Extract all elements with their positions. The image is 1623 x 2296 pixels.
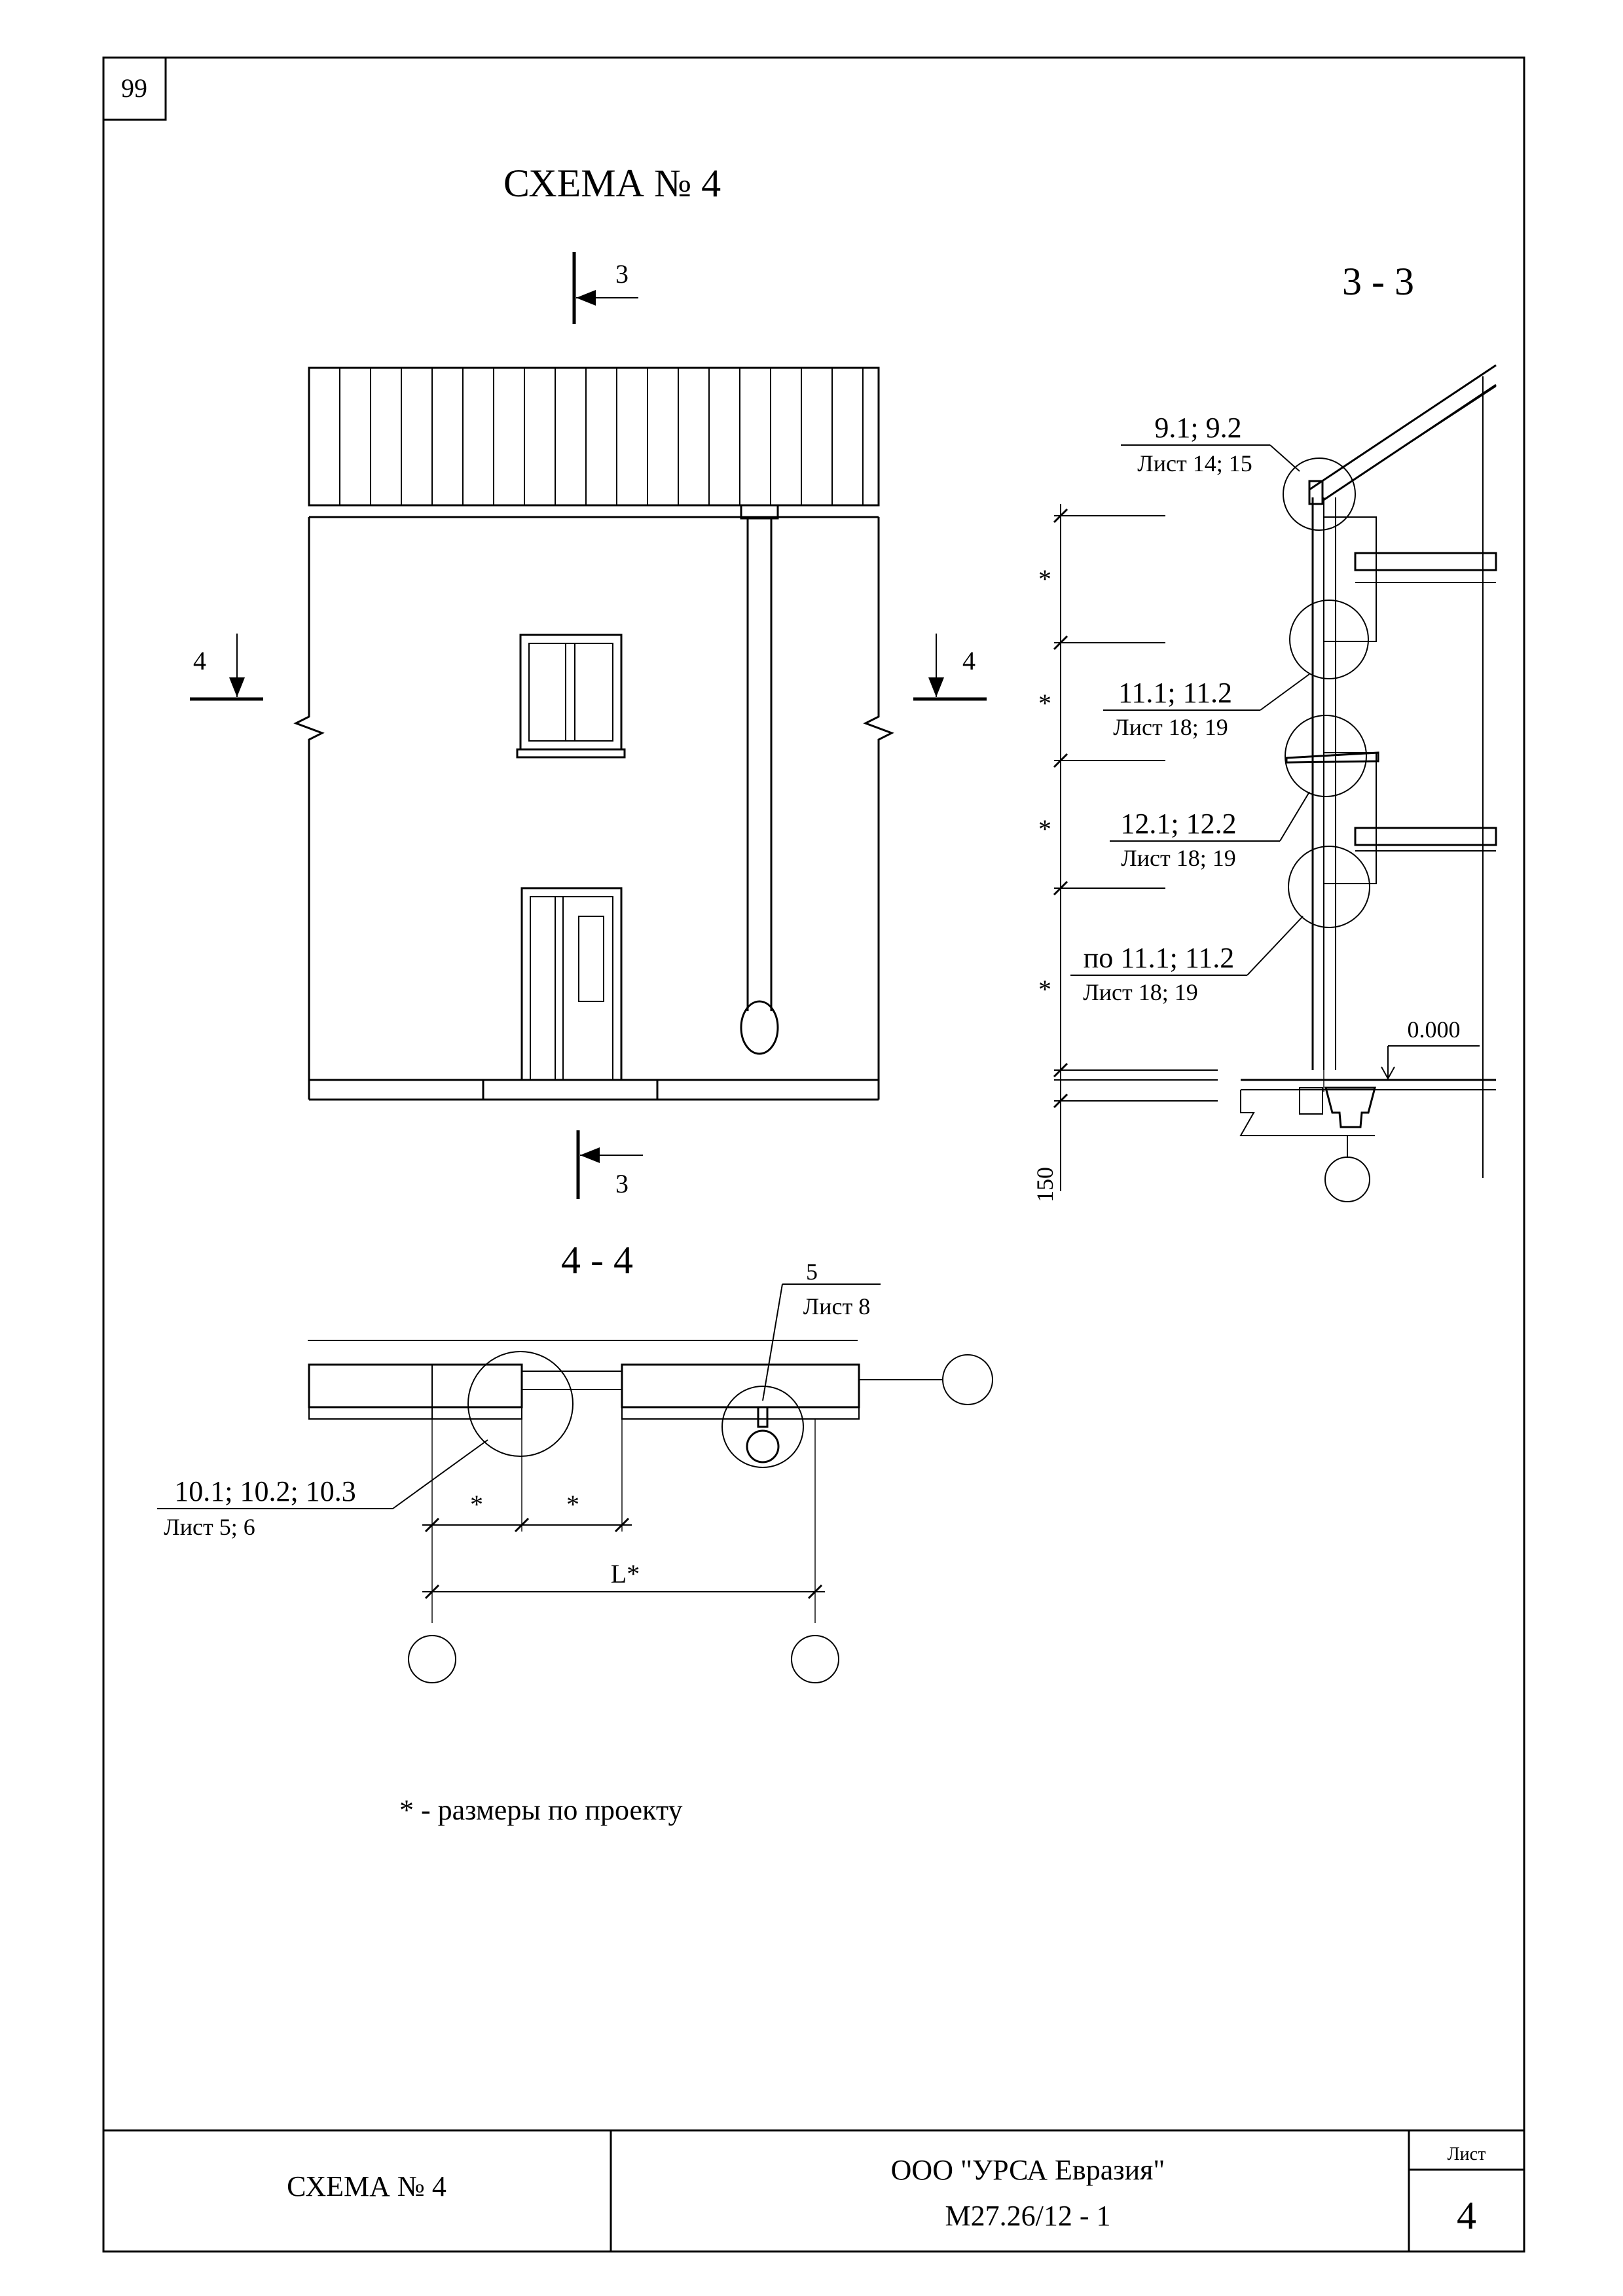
section-marker-top <box>574 252 638 324</box>
window <box>517 635 625 757</box>
facade-elevation <box>296 368 892 1100</box>
svg-text:5: 5 <box>806 1259 818 1285</box>
roof-band <box>309 368 879 505</box>
level-mark <box>1381 1016 1480 1079</box>
svg-text:*: * <box>1038 814 1051 844</box>
svg-text:10.1; 10.2; 10.3: 10.1; 10.2; 10.3 <box>174 1475 356 1507</box>
section-marker-right <box>913 634 987 699</box>
section-marker-left <box>190 634 263 699</box>
callout-9-1 <box>1121 412 1300 476</box>
svg-text:4: 4 <box>193 646 206 675</box>
svg-text:12.1; 12.2: 12.1; 12.2 <box>1120 808 1237 840</box>
dimension-L: L* <box>610 1559 640 1588</box>
svg-text:Лист 5; 6: Лист 5; 6 <box>164 1514 255 1540</box>
svg-text:*: * <box>1038 564 1051 594</box>
scheme-title: СХЕМА № 4 <box>503 162 721 205</box>
page-number: 99 <box>121 73 147 103</box>
dimensions-note: * - размеры по проекту <box>399 1794 683 1826</box>
svg-text:9.1; 9.2: 9.1; 9.2 <box>1154 412 1242 444</box>
svg-text:*: * <box>1038 689 1051 718</box>
svg-text:11.1; 11.2: 11.1; 11.2 <box>1118 677 1232 709</box>
dimension-150: 150 <box>1032 1167 1058 1202</box>
section-3-3-title: 3 - 3 <box>1342 260 1414 303</box>
title-block-sheet-number: 4 <box>1457 2194 1476 2237</box>
svg-text:по 11.1; 11.2: по 11.1; 11.2 <box>1083 942 1235 974</box>
section-4-4-dimensions <box>422 1490 825 1598</box>
svg-text:Лист 18; 19: Лист 18; 19 <box>1083 979 1198 1005</box>
downpipe <box>741 505 778 1054</box>
callout-po-11-1 <box>1070 916 1303 1005</box>
svg-text:Лист 14; 15: Лист 14; 15 <box>1137 450 1252 476</box>
callout-12-1 <box>1110 792 1309 871</box>
title-block-scheme: СХЕМА № 4 <box>287 2170 447 2202</box>
title-block-company: ООО "УРСА Евразия" <box>890 2154 1165 2186</box>
svg-text:Лист 18; 19: Лист 18; 19 <box>1113 714 1228 740</box>
callout-11-1 <box>1103 674 1309 740</box>
svg-text:Лист 8: Лист 8 <box>803 1293 871 1319</box>
title-block-sheet-label: Лист <box>1447 2144 1486 2164</box>
sheet-frame <box>103 58 1524 2251</box>
section-marker-bottom <box>578 1130 643 1199</box>
door <box>522 888 621 1080</box>
section-4-4-drawing <box>308 1340 993 1683</box>
title-block-code: М27.26/12 - 1 <box>945 2200 1111 2232</box>
title-block <box>103 2130 1524 2251</box>
section-3-3-drawing <box>1241 365 1496 1202</box>
svg-text:0.000: 0.000 <box>1407 1016 1461 1043</box>
svg-text:*: * <box>1038 975 1051 1004</box>
svg-text:3: 3 <box>615 259 629 289</box>
svg-text:*: * <box>470 1490 483 1519</box>
section-4-4-title: 4 - 4 <box>561 1238 633 1282</box>
svg-text:3: 3 <box>615 1169 629 1198</box>
svg-text:*: * <box>566 1490 579 1519</box>
svg-text:Лист 18; 19: Лист 18; 19 <box>1121 845 1236 871</box>
svg-text:4: 4 <box>962 646 976 675</box>
